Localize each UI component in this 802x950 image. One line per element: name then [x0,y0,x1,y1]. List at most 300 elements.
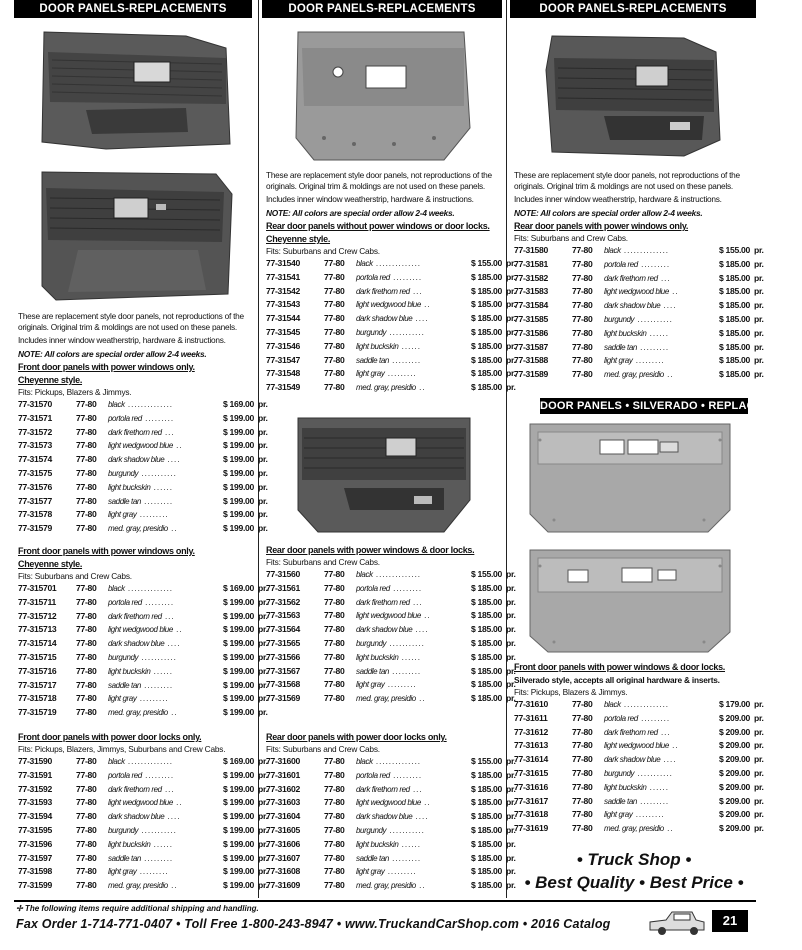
table-row [266,824,516,838]
year-range: 77-80 [76,399,97,409]
year-range: 77-80 [572,327,593,338]
table-row [266,623,516,637]
color-name: light gray ......... [356,867,417,877]
color-name: light gray ......... [108,510,169,520]
table-row [266,796,516,810]
part-number: 77-31578 [18,509,52,520]
unit: pr. [258,838,268,849]
note-text: originals. Original trim & moldings are not used on these panels. [18,321,237,332]
table-row [18,439,268,453]
color-name: dark shadow blue .... [356,314,429,324]
unit: pr. [506,637,516,648]
price: $ 199.00 [222,481,254,492]
unit: pr. [506,693,516,704]
color-name: med. gray, presidio .. [356,383,426,393]
year-range: 77-80 [76,756,97,766]
unit: pr. [754,313,764,324]
door-panel-image [38,166,238,306]
part-number: 77-31586 [514,327,548,338]
unit: pr. [754,823,764,834]
price: $ 185.00 [470,368,502,379]
unit: pr. [506,866,516,877]
unit: pr. [754,754,764,765]
section-title: Rear door panels with power windows & door locks. [266,545,475,555]
color-name: saddle tan ......... [108,496,174,506]
year-range: 77-80 [324,637,345,648]
color-name: burgundy ........... [604,314,673,324]
part-number: 77-31544 [266,313,300,324]
price: $ 185.00 [470,624,502,635]
price: $ 185.00 [470,651,502,662]
unit: pr. [258,467,268,478]
price: $ 185.00 [718,369,750,380]
color-name: burgundy ........... [108,825,177,835]
price-table [18,755,268,893]
part-number: 77-31604 [266,811,300,822]
year-range: 77-80 [76,866,97,877]
section-title: Rear door panels with power door locks only. [266,732,447,742]
color-name: light wedgwood blue .. [604,741,679,751]
note-text: Includes inner window weatherstrip, hardware & instructions. [514,194,722,205]
table-row [18,838,268,852]
year-range: 77-80 [76,596,97,607]
description-block [18,311,244,359]
unit: pr. [506,880,516,891]
color-name: light gray ......... [356,680,417,690]
unit: pr. [506,610,516,621]
section-title: Front door panels with power door locks only. [18,732,202,742]
door-panel-image [294,414,474,536]
unit: pr. [506,651,516,662]
part-number: 77-31592 [18,783,52,794]
year-range: 77-80 [76,693,97,704]
table-row [18,495,268,509]
price: $ 185.00 [718,258,750,269]
door-panel-image [524,420,736,536]
fits-label: Fits: Pickups, Blazers & Jimmys. [514,687,628,697]
note-text: NOTE: All colors are special order allow 2-4 weeks. [514,207,703,218]
color-name: black .............. [108,757,174,766]
part-number: 77-315717 [18,679,57,690]
unit: pr. [754,355,764,366]
note-text: originals. Original trim & moldings are not used on these panels. [514,180,733,191]
price: $ 199.00 [222,707,254,718]
unit: pr. [258,797,268,808]
unit: pr. [258,426,268,437]
price: $ 185.00 [470,679,502,690]
section-title: Rear door panels without power windows or door locks. [266,221,490,231]
color-name: light buckskin ...... [604,782,669,792]
year-range: 77-80 [572,313,593,324]
price: $ 199.00 [222,638,254,649]
year-range: 77-80 [572,300,593,311]
part-number: 77-31588 [514,355,548,366]
color-name: portola red ......... [108,597,175,607]
unit: pr. [506,271,516,282]
price: $ 179.00 [718,699,750,709]
table-row [514,712,764,726]
unit: pr. [506,624,516,635]
part-number: 77-31615 [514,767,548,778]
price: $ 199.00 [222,495,254,506]
color-name: light buckskin ...... [356,652,421,662]
color-name: burgundy ........... [356,825,425,835]
price: $ 199.00 [222,769,254,780]
color-name: saddle tan ......... [108,853,174,863]
year-range: 77-80 [76,426,97,437]
price: $ 185.00 [470,693,502,704]
part-number: 77-31541 [266,271,300,282]
table-row [266,755,516,769]
unit: pr. [754,327,764,338]
price: $ 209.00 [718,823,750,834]
color-name: portola red ......... [356,770,423,780]
part-number: 77-31579 [18,523,52,534]
unit: pr. [506,569,516,579]
color-name: black .............. [108,584,174,593]
table-row [18,610,268,624]
price: $ 185.00 [718,327,750,338]
table-row [18,865,268,879]
year-range: 77-80 [324,783,345,794]
part-number: 77-31549 [266,382,300,393]
style-label: Cheyenne style. [18,559,83,569]
price: $ 199.00 [222,440,254,451]
price: $ 185.00 [470,326,502,337]
note-text: These are replacement style door panels, not reproductions of the [18,311,244,321]
color-name: burgundy ........... [604,768,673,778]
price: $ 185.00 [718,341,750,352]
section-title: Front door panels with power windows only. [18,546,195,556]
part-number: 77-31595 [18,824,52,835]
table-row [514,808,764,822]
section-title: Front door panels with power windows only. [18,362,195,372]
note-text: Includes inner window weatherstrip, hardware & instructions. [266,194,474,205]
table-row [18,623,268,637]
part-number: 77-31575 [18,467,52,478]
price: $ 185.00 [470,783,502,794]
color-name: dark shadow blue .... [356,625,429,635]
part-number: 77-315712 [18,610,57,621]
unit: pr. [506,852,516,863]
year-range: 77-80 [572,369,593,380]
color-name: saddle tan ......... [108,680,174,690]
year-range: 77-80 [76,412,97,423]
table-row [18,692,268,706]
price: $ 199.00 [222,467,254,478]
year-range: 77-80 [76,440,97,451]
year-range: 77-80 [572,726,593,737]
table-row [18,665,268,679]
brand-line: • Best Quality • Best Price • [524,873,744,892]
unit: pr. [258,665,268,676]
year-range: 77-80 [324,299,345,310]
table-row [18,810,268,824]
part-number: 77-31569 [266,693,300,704]
table-row [266,271,516,285]
price: $ 199.00 [222,426,254,437]
note-text: These are replacement style door panels, not reproductions of the [266,170,492,180]
year-range: 77-80 [572,781,593,792]
color-name: light gray ......... [604,810,665,820]
description-block [266,170,492,218]
product-section [266,731,516,893]
part-number: 77-31619 [514,823,548,834]
unit: pr. [258,852,268,863]
color-name: light wedgwood blue .. [604,287,679,297]
part-number: 77-31608 [266,866,300,877]
color-name: dark firethorn red ... [108,611,175,621]
price: $ 185.00 [470,285,502,296]
year-range: 77-80 [76,811,97,822]
unit: pr. [258,583,268,593]
year-range: 77-80 [324,693,345,704]
year-range: 77-80 [572,740,593,751]
table-row [514,313,764,327]
table-row [266,596,516,610]
part-number: 77-31590 [18,756,52,766]
table-row [266,340,516,354]
description-block [514,170,740,218]
part-number: 77-31570 [18,399,52,409]
table-row [266,852,516,866]
part-number: 77-31542 [266,285,300,296]
part-number: 77-31546 [266,340,300,351]
unit: pr. [258,824,268,835]
year-range: 77-80 [572,809,593,820]
price: $ 199.00 [222,509,254,520]
year-range: 77-80 [76,610,97,621]
part-number: 77-31611 [514,712,548,723]
year-range: 77-80 [324,811,345,822]
year-range: 77-80 [572,258,593,269]
unit: pr. [258,756,268,766]
price: $ 185.00 [470,866,502,877]
unit: pr. [506,285,516,296]
color-name: portola red ......... [108,770,175,780]
table-row [18,637,268,651]
year-range: 77-80 [324,382,345,393]
color-name: portola red ......... [356,272,423,282]
price: $ 199.00 [222,679,254,690]
year-range: 77-80 [572,355,593,366]
year-range: 77-80 [572,245,593,255]
year-range: 77-80 [572,754,593,765]
part-number: 77-315716 [18,665,57,676]
fits-label: Fits: Suburbans and Crew Cabs. [266,744,380,754]
part-number: 77-31564 [266,624,300,635]
year-range: 77-80 [324,610,345,621]
part-number: 77-315718 [18,693,57,704]
unit: pr. [258,440,268,451]
color-name: med. gray, presidio .. [604,824,674,834]
table-row [514,285,764,299]
table-row [266,298,516,312]
color-name: dark firethorn red ... [108,427,175,437]
unit: pr. [754,272,764,283]
color-name: dark firethorn red ... [356,784,423,794]
year-range: 77-80 [76,454,97,465]
price-table [514,244,764,382]
price: $ 185.00 [470,610,502,621]
price: $ 199.00 [222,523,254,534]
price: $ 185.00 [470,811,502,822]
color-name: dark firethorn red ... [604,273,671,283]
table-row [266,367,516,381]
unit: pr. [506,756,516,766]
table-row [514,795,764,809]
unit: pr. [754,726,764,737]
table-row [18,755,268,769]
part-number: 77-315719 [18,707,57,718]
year-range: 77-80 [76,624,97,635]
table-row [266,665,516,679]
year-range: 77-80 [76,852,97,863]
part-number: 77-31576 [18,481,52,492]
price-table [266,755,516,893]
table-row [18,582,268,596]
part-number: 77-31583 [514,286,548,297]
table-row [266,582,516,596]
unit: pr. [506,313,516,324]
table-row [266,838,516,852]
color-name: black .............. [604,246,670,255]
unit: pr. [506,769,516,780]
year-range: 77-80 [324,624,345,635]
unit: pr. [506,354,516,365]
year-range: 77-80 [324,582,345,593]
part-number: 77-31565 [266,637,300,648]
part-number: 77-31616 [514,781,548,792]
table-row [514,299,764,313]
table-row [18,453,268,467]
unit: pr. [258,679,268,690]
price-table [18,398,268,536]
table-row [266,285,516,299]
part-number: 77-315715 [18,651,57,662]
year-range: 77-80 [324,797,345,808]
price: $ 199.00 [222,610,254,621]
table-row [18,824,268,838]
year-range: 77-80 [76,638,97,649]
table-row [514,368,764,382]
table-row [266,769,516,783]
table-row [18,679,268,693]
fits-label: Fits: Suburbans and Crew Cabs. [266,246,380,256]
part-number: 77-31584 [514,300,548,311]
color-name: dark shadow blue .... [108,639,181,649]
color-name: light wedgwood blue .. [356,611,431,621]
color-name: light gray ......... [356,369,417,379]
price: $ 185.00 [470,637,502,648]
unit: pr. [258,596,268,607]
unit: pr. [754,740,764,751]
unit: pr. [754,781,764,792]
year-range: 77-80 [572,699,593,709]
part-number: 77-31571 [18,412,52,423]
table-row [514,767,764,781]
price: $ 185.00 [470,271,502,282]
color-name: light gray ......... [604,356,665,366]
unit: pr. [754,767,764,778]
price: $ 199.00 [222,838,254,849]
unit: pr. [754,795,764,806]
part-number: 77-31567 [266,665,300,676]
part-number: 77-31606 [266,838,300,849]
unit: pr. [754,699,764,709]
table-row [18,467,268,481]
year-range: 77-80 [572,767,593,778]
price: $ 185.00 [718,286,750,297]
price: $ 199.00 [222,866,254,877]
unit: pr. [506,783,516,794]
unit: pr. [754,341,764,352]
note-text: Includes inner window weatherstrip, hardware & instructions. [18,335,226,346]
color-name: black .............. [108,400,174,409]
price: $ 209.00 [718,726,750,737]
year-range: 77-80 [572,795,593,806]
part-number: 77-31587 [514,341,548,352]
price: $ 185.00 [470,880,502,891]
price: $ 199.00 [222,783,254,794]
price: $ 199.00 [222,596,254,607]
year-range: 77-80 [572,286,593,297]
year-range: 77-80 [324,340,345,351]
year-range: 77-80 [324,569,345,579]
part-number: 77-31597 [18,852,52,863]
table-row [266,381,516,395]
color-name: light wedgwood blue .. [108,798,183,808]
color-name: saddle tan ......... [356,853,422,863]
part-number: 77-31574 [18,454,52,465]
unit: pr. [506,811,516,822]
color-name: burgundy ........... [356,638,425,648]
price: $ 185.00 [470,340,502,351]
page-number: 21 [712,910,748,932]
year-range: 77-80 [324,368,345,379]
color-name: light buckskin ...... [604,328,669,338]
product-section [18,361,268,536]
color-name: black .............. [356,570,422,579]
unit: pr. [754,809,764,820]
part-number: 77-31591 [18,769,52,780]
year-range: 77-80 [76,481,97,492]
table-row [514,822,764,836]
note-text: NOTE: All colors are special order allow 2-4 weeks. [266,207,455,218]
unit: pr. [258,880,268,891]
part-number: 77-31581 [514,258,548,269]
year-range: 77-80 [324,354,345,365]
color-name: dark shadow blue .... [108,455,181,465]
product-section [266,220,516,395]
footer-contact: Fax Order 1-714-771-0407 • Toll Free 1-800-243-8947 • www.TruckandCarShop.com • 2016 Catalog [16,917,611,931]
unit: pr. [258,693,268,704]
color-name: burgundy ........... [108,652,177,662]
year-range: 77-80 [76,665,97,676]
part-number: 77-31593 [18,797,52,808]
color-name: dark firethorn red ... [108,784,175,794]
price: $ 209.00 [718,712,750,723]
price: $ 199.00 [222,797,254,808]
table-row [18,481,268,495]
price: $ 185.00 [470,797,502,808]
table-row [18,651,268,665]
color-name: dark firethorn red ... [356,597,423,607]
table-row [266,312,516,326]
table-row [266,257,516,271]
table-row [18,508,268,522]
color-name: light wedgwood blue .. [356,798,431,808]
